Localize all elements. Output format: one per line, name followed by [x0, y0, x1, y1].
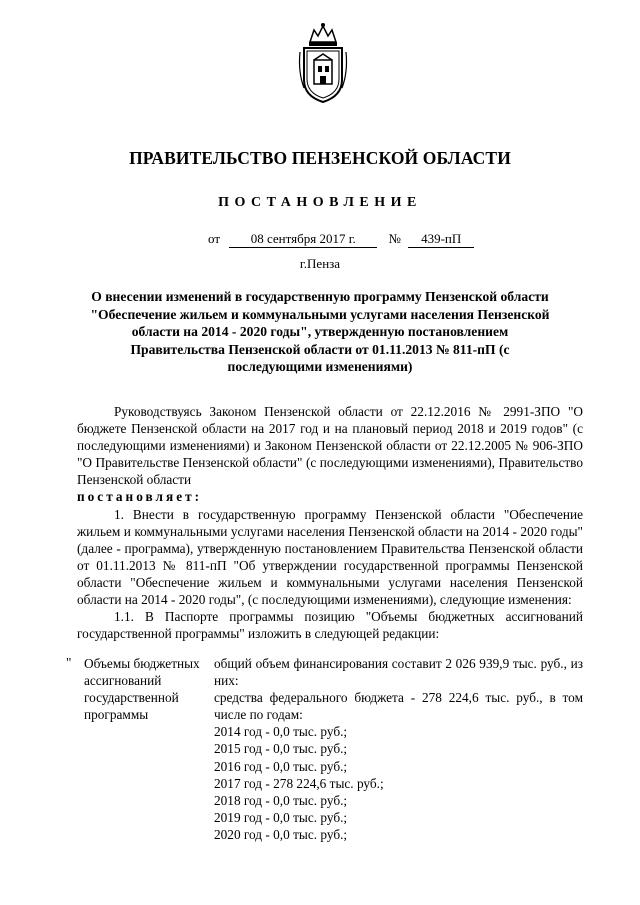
date-number-line [208, 231, 474, 248]
date-prefix: от [208, 231, 221, 246]
coat-of-arms-icon [296, 22, 350, 106]
city: г.Пенза [299, 256, 341, 271]
document-title: О внесении изменений в государственную программу Пензенской области "Обеспечение жильем и коммунальными услугами населения Пензенской области на 2014 - 2020 годы", утвержденную постановлением Правительства Пензенской области от 01.11.2013 № 811-пП (с последующими изменениями) [90, 289, 550, 374]
funding-line: 2015 год - 0,0 тыс. руб.; [214, 741, 348, 757]
funding-line: общий объем финансирования составит 2 026 939,9 тыс. руб., из них: [214, 656, 583, 689]
paragraph-basis [77, 403, 583, 506]
paragraph-1-1: 1.1. В Паспорте программы позицию "Объемы бюджетных ассигнований государственной программы" изложить в следующей редакции: [77, 609, 583, 642]
funding-line: 2016 год - 0,0 тыс. руб.; [214, 758, 348, 774]
table-right-cell [214, 655, 583, 843]
funding-line: 2014 год - 0,0 тыс. руб.; [214, 724, 348, 740]
document-body [77, 403, 583, 642]
funding-line: 2017 год - 278 224,6 тыс. руб.; [214, 775, 384, 791]
table-left-cell [78, 655, 203, 723]
document-date: 08 сентября 2017 г. [229, 231, 377, 248]
document-type: ПОСТАНОВЛЕНИЕ [218, 195, 422, 210]
decree-word: постановляет: [77, 489, 203, 505]
funding-line: 2020 год - 0,0 тыс. руб.; [214, 826, 348, 842]
paragraph-1: 1. Внести в государственную программу Пензенской области "Обеспечение жильем и коммунальными услугами населения Пензенской области на 2014 - 2020 годы" (далее - программа), утвержденную постановлением Правительства Пензенской области от 01.11.2013 № 811-пП "Об утверждении государственной программы Пензенской области "Обеспечение жильем и коммунальными услугами населения Пензенской области на 2014 - 2020 годы", (с последующими изменениями), следующие изменения: [77, 506, 583, 608]
document-number: 439-пП [408, 231, 474, 248]
table-left-label: Объемы бюджетных ассигнований государственной программы [84, 656, 200, 723]
government-name: ПРАВИТЕЛЬСТВО ПЕНЗЕНСКОЙ ОБЛАСТИ [129, 148, 511, 168]
paragraph-basis-text: Руководствуясь Законом Пензенской области от 22.12.2016 № 2991-ЗПО "О бюджете Пензенской области на 2017 год и на плановый период 2018 и 2019 годов" (с последующими изменениями) и Законом Пензенской области от 22.12.2005 № 906-ЗПО "О Правительстве Пензенской области" (с последующими изменениями), Правительство Пензенской области [77, 404, 583, 488]
opening-quote: " [66, 655, 72, 670]
funding-line: 2018 год - 0,0 тыс. руб.; [214, 792, 348, 808]
funding-line: 2019 год - 0,0 тыс. руб.; [214, 809, 348, 825]
funding-line: средства федерального бюджета - 278 224,6 тыс. руб., в том числе по годам: [214, 690, 583, 723]
number-prefix: № [388, 231, 401, 246]
